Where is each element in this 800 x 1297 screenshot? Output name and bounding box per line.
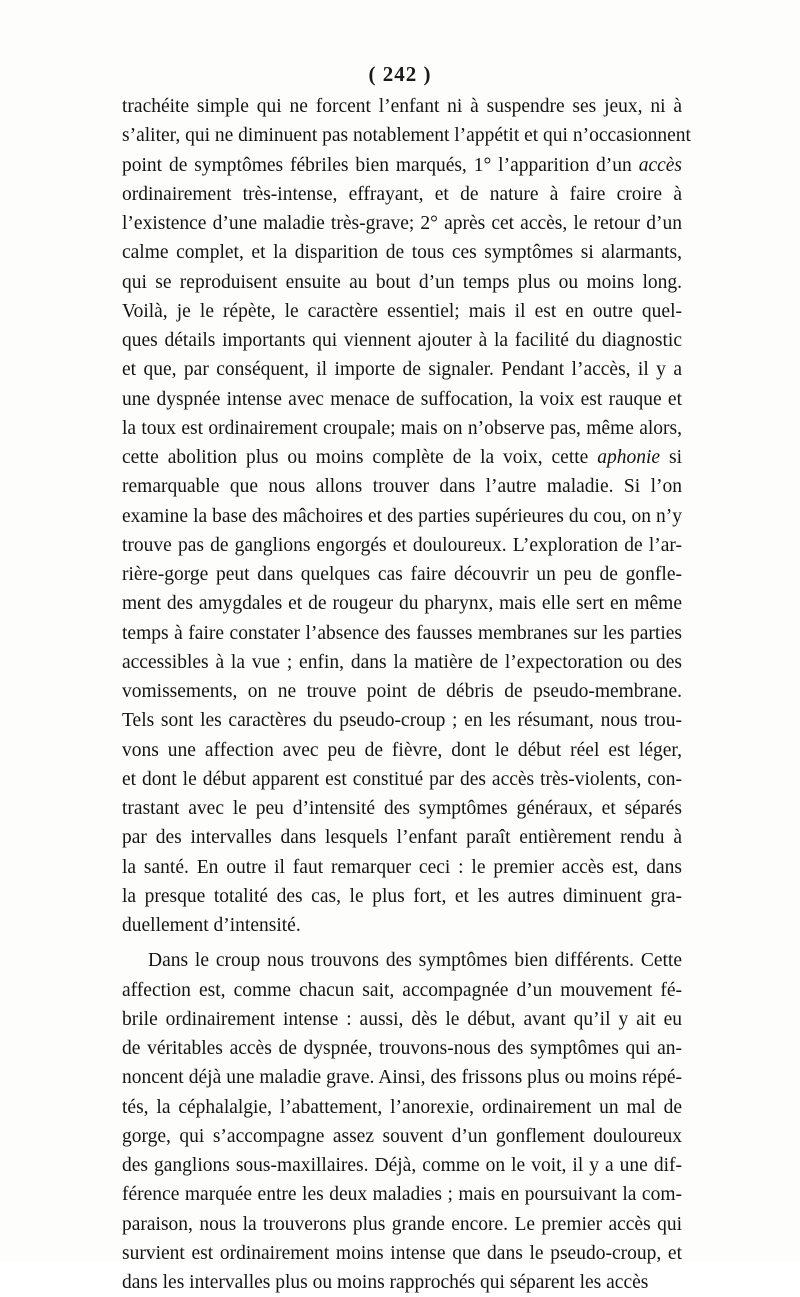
text-line <box>122 882 682 911</box>
text-run: dans les intervalles plus ou moins rapprochés qui séparent les accès <box>122 1272 649 1293</box>
emphasized-term: accès <box>638 154 682 176</box>
text-run: une dyspnée intense avec menace de suffocation, la voix est rauque et <box>122 388 682 410</box>
text-run: duellement d’intensité. <box>122 915 301 936</box>
text-run: noncent déjà une maladie grave. Ainsi, des frissons plus ou moins répé- <box>122 1067 682 1089</box>
text-run: ordinairement très-intense, effrayant, et de nature à faire croire à <box>122 183 682 205</box>
text-run: de véritables accès de dyspnée, trouvons-nous des symptômes qui an- <box>122 1038 682 1059</box>
text-line <box>122 472 682 501</box>
text-run: Tels sont les caractères du pseudo-croup ; en les résumant, nous trou- <box>122 710 682 732</box>
text-run: trastant avec le peu d’intensité des symptômes généraux, et séparés <box>122 798 682 819</box>
text-line <box>122 531 682 560</box>
text-run: tés, la céphalalgie, l’abattement, l’anorexie, ordinairement un mal de <box>122 1096 682 1118</box>
text-run: remarquable que nous allons trouver dans l’autre maladie. Si l’on <box>122 476 682 498</box>
text-line <box>122 355 682 384</box>
body-text <box>122 92 691 1297</box>
text-run: ques détails importants qui viennent ajouter à la facilité du diagnostic <box>122 330 682 351</box>
text-line <box>122 853 682 882</box>
text-run: paraison, nous la trouverons plus grande encore. Le premier accès qui <box>122 1213 682 1235</box>
text-line <box>122 976 682 1005</box>
text-line <box>122 1122 682 1151</box>
text-line <box>122 268 682 297</box>
text-line <box>122 121 691 150</box>
text-run: ment des amygdales et de rougeur du pharynx, mais elle sert en même <box>122 593 682 615</box>
text-line <box>122 385 682 414</box>
text-run: et dont le début apparent est constitué par des accès très-violents, con- <box>122 768 682 790</box>
text-line <box>122 794 682 823</box>
text-line <box>122 180 682 209</box>
text-run: férence marquée entre les deux maladies ; mais en poursuivant la com- <box>122 1184 682 1206</box>
text-run: la toux est ordinairement croupale; mais on n’observe pas, même alors, <box>122 417 682 439</box>
text-run: et que, par conséquent, il importe de signaler. Pendant l’accès, il y a <box>122 359 682 381</box>
text-line <box>122 823 682 852</box>
text-run: vons une affection avec peu de fièvre, dont le début réel est léger, <box>122 739 682 761</box>
text-run: l’existence d’une maladie très-grave; 2° après cet accès, le retour d’un <box>122 213 682 234</box>
text-line <box>122 765 682 794</box>
emphasized-term: aphonie <box>597 447 661 468</box>
text-run: temps à faire constater l’absence des fausses membranes sur les parties <box>122 622 682 644</box>
text-run: cette abolition plus ou moins complète de la voix, cette <box>122 447 598 468</box>
text-run: trouve pas de ganglions engorgés et douloureux. L’exploration de l’ar- <box>122 534 682 556</box>
text-run: la presque totalité des cas, le plus fort, et les autres diminuent gra- <box>122 885 682 907</box>
text-run: rière-gorge peut dans quelques cas faire découvrir un peu de gonfle- <box>122 564 682 585</box>
text-run: Voilà, je le répète, le caractère essentiel; mais il est en outre quel- <box>122 300 682 322</box>
text-line <box>122 736 682 765</box>
text-line <box>122 619 682 648</box>
text-line <box>122 443 682 472</box>
text-line <box>122 297 682 326</box>
text-run: examine la base des mâchoires et des parties supérieures du cou, on n’y <box>122 505 682 527</box>
text-line <box>122 1180 682 1209</box>
text-line <box>122 326 682 355</box>
text-run: Dans le croup nous trouvons des symptômes bien différents. Cette <box>148 950 682 972</box>
paragraph <box>122 946 682 1297</box>
text-run: accessibles à la vue ; enfin, dans la matière de l’expectoration ou des <box>122 651 682 673</box>
text-run: par des intervalles dans lesquels l’enfant paraît entièrement rendu à <box>122 827 682 849</box>
text-run: des ganglions sous-maxillaires. Déjà, comme on le voit, il y a une dif- <box>122 1155 682 1176</box>
text-line <box>122 238 682 267</box>
text-line <box>122 1151 682 1180</box>
text-line <box>122 502 682 531</box>
text-run: affection est, comme chacun sait, accompagnée d’un mouvement fé- <box>122 979 682 1001</box>
text-line <box>122 1093 682 1122</box>
text-line <box>122 151 682 180</box>
text-run: point de symptômes fébriles bien marqués, 1° l’apparition d’un <box>122 154 639 176</box>
text-line <box>122 92 682 121</box>
text-run: la santé. En outre il faut remarquer ceci : le premier accès est, dans <box>122 856 682 878</box>
text-run: brile ordinairement intense : aussi, dès le début, avant qu’il y ait eu <box>122 1008 682 1030</box>
text-line <box>122 677 682 706</box>
text-run: s’aliter, qui ne diminuent pas notablement l’appétit et qui n’occasionnent <box>122 125 691 147</box>
text-line <box>122 1005 682 1034</box>
text-line <box>122 1268 682 1297</box>
text-line <box>122 589 682 618</box>
text-line <box>122 706 682 735</box>
text-line <box>122 1063 682 1092</box>
text-line <box>122 560 682 589</box>
paragraph <box>122 92 691 940</box>
text-line <box>122 1210 682 1239</box>
text-line <box>122 209 682 238</box>
text-line <box>122 946 682 975</box>
text-line <box>122 414 682 443</box>
text-run: si <box>660 447 682 468</box>
text-run: calme complet, et la disparition de tous ces symptômes si alarmants, <box>122 242 682 264</box>
text-run: trachéite simple qui ne forcent l’enfant ni à suspendre ses jeux, ni à <box>122 96 682 117</box>
text-run: vomissements, on ne trouve point de débris de pseudo-membrane. <box>122 681 682 702</box>
text-line <box>122 1239 682 1268</box>
text-run: survient est ordinairement moins intense que dans le pseudo-croup, et <box>122 1242 682 1264</box>
text-line <box>122 911 682 940</box>
text-line <box>122 648 682 677</box>
text-run: qui se reproduisent ensuite au bout d’un temps plus ou moins long. <box>122 271 682 293</box>
text-line <box>122 1034 682 1063</box>
page-number: ( 242 ) <box>368 62 432 86</box>
text-run: gorge, qui s’accompagne assez souvent d’un gonflement douloureux <box>122 1125 682 1147</box>
